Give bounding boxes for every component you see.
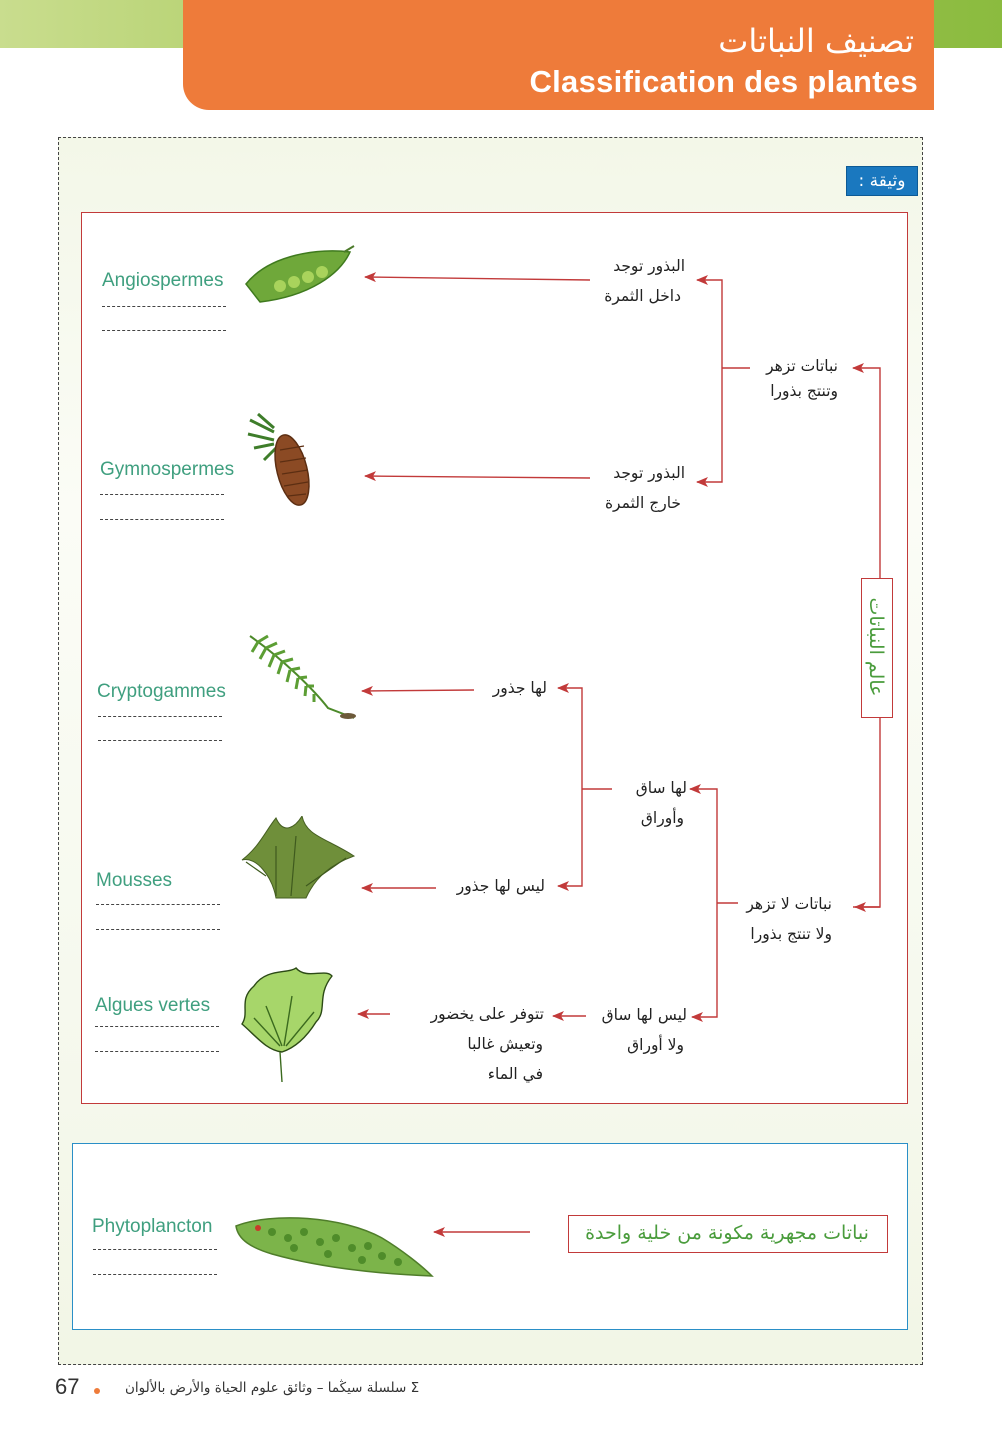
plant-name-algues-vertes: Algues vertes [95,995,211,1016]
pea-pod-image [240,244,356,306]
answer-line [98,740,222,741]
answer-line [93,1249,217,1250]
non-flowering-line1: نباتات لا تزهر [746,895,832,913]
green-algae-image [236,966,336,1084]
page-title-arabic: تصنيف النباتات [718,22,914,60]
plant-name-angiospermes: Angiospermes [102,270,224,291]
answer-line [100,494,224,495]
footer-series-title: Σ سلسلة سيڭما – وثائق علوم الحياة والأرض بالألوان [125,1380,420,1396]
plant-name-mousses: Mousses [96,870,173,891]
answer-line [102,306,226,307]
answer-line [96,904,220,905]
fern-image [244,630,360,724]
phytoplankton-image [232,1212,436,1280]
moss-image [236,816,358,900]
page-number: 67 [55,1374,80,1399]
stem-with-line1: لها ساق [635,779,687,797]
seeds-outside-line1: البذور توجد [613,464,685,482]
stem-with-line2: وأوراق [640,809,684,827]
page-title-french: Classification des plantes [529,64,918,99]
stem-without-line2: ولا أوراق [627,1036,684,1054]
chlorophyll-line3: في الماء [487,1065,543,1083]
document-label-badge: وثيقة : [846,166,918,196]
seeds-inside-line2: داخل الثمرة [604,287,681,305]
plant-name-gymnospermes: Gymnospermes [100,459,235,480]
answer-line [96,929,220,930]
footer-dot [94,1388,100,1394]
microscopic-plants-label: نباتات مجهرية مكونة من خلية واحدة [585,1222,869,1244]
plant-name-phytoplancton: Phytoplancton [92,1216,213,1237]
roots-without: ليس لها جذور [456,877,545,895]
seeds-outside-line2: خارج الثمرة [604,494,681,512]
answer-line [93,1274,217,1275]
non-flowering-line2: ولا تنتج بذورا [750,925,832,943]
pine-cone-image [244,410,318,510]
answer-line [102,330,226,331]
answer-line [100,519,224,520]
flowering-line1: نباتات تزهر [766,357,838,375]
answer-line [95,1051,219,1052]
seeds-inside-line1: البذور توجد [613,257,685,275]
stem-without-line1: ليس لها ساق [601,1006,687,1024]
chlorophyll-line2: وتعيش غالبا [467,1035,543,1053]
chlorophyll-line1: تتوفر على يخضور [430,1005,544,1023]
kingdom-label: عالم النباتات [865,597,887,697]
plant-name-cryptogammes: Cryptogammes [97,681,226,702]
roots-with: لها جذور [492,679,547,697]
flowering-line2: وتنتج بذورا [770,382,838,400]
answer-line [95,1026,219,1027]
answer-line [98,716,222,717]
